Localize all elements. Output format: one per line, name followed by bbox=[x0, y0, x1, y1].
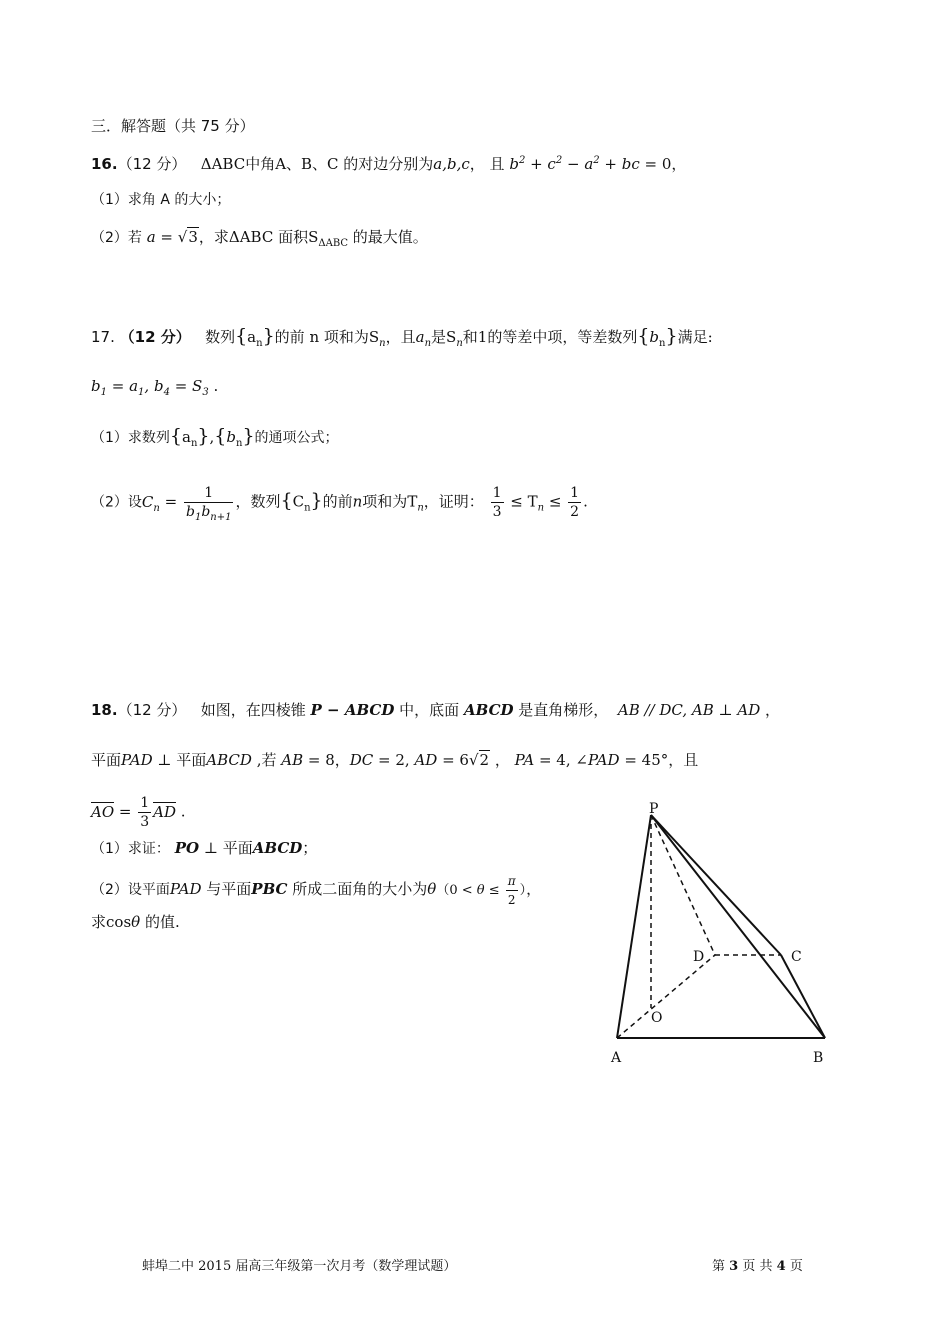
q18-stem: 18.（12 分） 如图，在四棱锥 P − ABCD 中，底面 ABCD 是直角梯形， AB // DC, AB ⊥ AD ， bbox=[91, 701, 781, 719]
q18-score: （12 分） bbox=[117, 701, 187, 719]
q16-number: 16. bbox=[91, 155, 118, 173]
q17-number: 17. bbox=[91, 328, 115, 346]
q18-part2-cont: 求cosθ 的值. bbox=[91, 913, 180, 931]
footer-title: 蚌埠二中 2015 届高三年级第一次月考（数学理试题） bbox=[142, 1259, 457, 1274]
q17-part1: （1）求数列$\{a_n\},\{b_n\}$的通项公式； bbox=[91, 425, 339, 449]
edge-AD bbox=[617, 955, 715, 1038]
label-D: D bbox=[693, 949, 705, 965]
q16-condition: $b^2 + c^2 - a^2$ + bc bbox=[509, 155, 640, 173]
q18-number: 18. bbox=[91, 701, 118, 719]
label-C: C bbox=[791, 949, 802, 965]
q16-part2: （2）若 a = √3，求ΔABC 面积$S_{\Delta ABC}$ 的最大值。 bbox=[91, 228, 428, 249]
q17-condition: $b_1 = a_1$, $b_4 = S_3$ . bbox=[91, 377, 219, 398]
edge-CB bbox=[781, 955, 825, 1038]
edge-PC bbox=[651, 815, 781, 955]
q16-part1: （1）求角 A 的大小； bbox=[91, 192, 231, 208]
q18-part1: （1）求证： PO ⊥ 平面ABCD； bbox=[91, 839, 318, 857]
q17-stem: 17. （12 分） 数列$\{a_n\}$的前 n 项和为$S_n$，且$a_n$是$S_n$和1的等差中项，等差数列$\{b_n\}$满足: bbox=[91, 325, 713, 349]
q17-fraction-c: $\frac{1}{b_1b_{n+1}}$ bbox=[185, 485, 232, 523]
edge-PB bbox=[651, 815, 825, 1038]
page-number: 3 bbox=[729, 1259, 739, 1274]
label-A: A bbox=[611, 1050, 622, 1066]
q16-stem-text: ΔABC中角A、B、C 的对边分别为 bbox=[200, 155, 434, 173]
q17-part2: （2）设$C_n$ = $\frac{1}{b_1b_{n+1}}$ ，数列$\{C_n\}$的前n项和为$T_n$，证明： $\frac{1}{3}$ ≤ $T_n$ ≤ $\frac{1}{2}$ . bbox=[91, 485, 588, 523]
q17-score: （12 分） bbox=[119, 328, 191, 346]
edge-PA bbox=[617, 815, 651, 1038]
pyramid-figure bbox=[600, 795, 840, 1070]
footer-page-info: 第 3 页 共 4 页 bbox=[712, 1259, 803, 1274]
section-title: 三．解答题（共 75 分） bbox=[91, 117, 255, 135]
label-P: P bbox=[649, 801, 659, 817]
label-O: O bbox=[651, 1010, 663, 1026]
q18-vector-condition: AO = $\frac{1}{3}$ AD . bbox=[91, 795, 186, 830]
q18-part2: （2）设平面PAD 与平面PBC 所成二面角的大小为θ（0 < θ ≤ $\frac{\pi}{2}$ ）， bbox=[91, 874, 542, 907]
label-B: B bbox=[813, 1050, 824, 1066]
page-total: 4 bbox=[776, 1259, 786, 1274]
q16-score: （12 分） bbox=[117, 155, 187, 173]
q16-stem: 16.（12 分） ΔABC中角A、B、C 的对边分别为a,b,c， 且 $b^2 + c^2 - a^2$ + bc = 0， bbox=[91, 155, 687, 173]
q18-line2: 平面PAD ⊥ 平面ABCD ,若 AB = 8，DC = 2, AD = 6√2 ， PA = 4, ∠PAD = 45°，且 bbox=[91, 751, 699, 769]
